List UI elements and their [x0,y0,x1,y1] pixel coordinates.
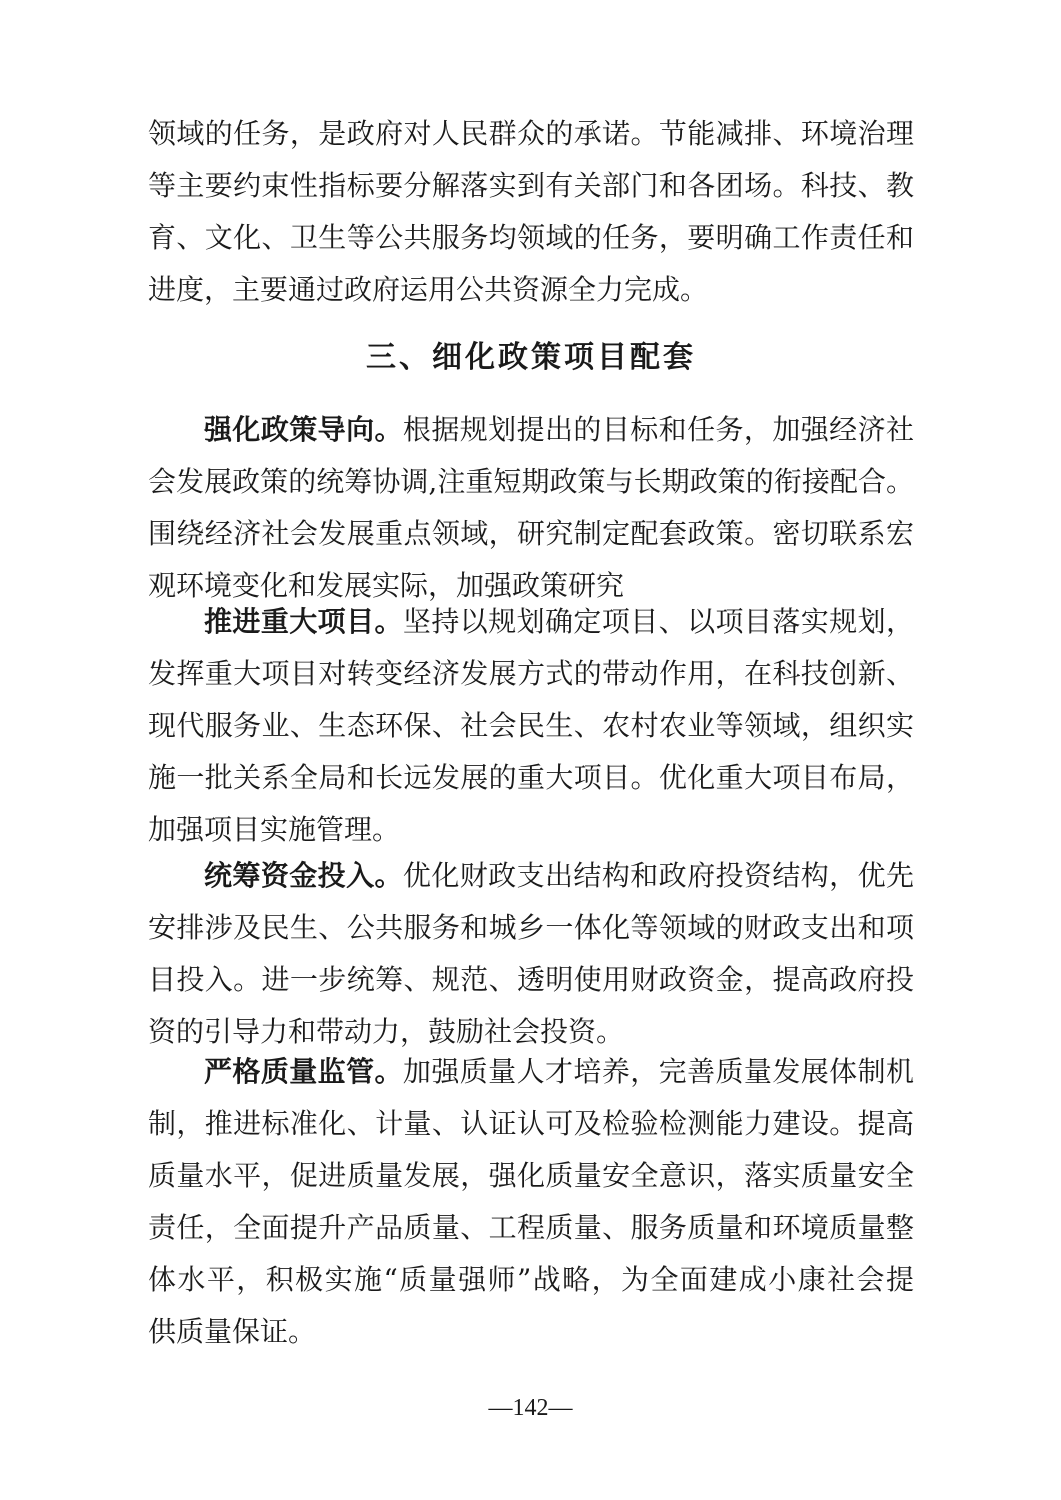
text-line: 安排涉及民生、公共服务和城乡一体化等领域的财政支出和项 [148,911,914,944]
text-line: 资的引导力和带动力，鼓励社会投资。 [148,1015,625,1048]
text-line: 围绕经济社会发展重点领域，研究制定配套政策。密切联系宏 [148,517,914,550]
text-line: 发挥重大项目对转变经济发展方式的带动作用，在科技创新、 [148,657,914,690]
text-line: 观环境变化和发展实际，加强政策研究 [148,569,625,602]
paragraph-text: 加强质量人才培养，完善质量发展体制机 [402,1055,914,1088]
text-line: 育、文化、卫生等公共服务均领域的任务，要明确工作责任和 [148,221,914,254]
text-line: 领域的任务，是政府对人民群众的承诺。节能减排、环境治理 [148,117,914,150]
text-line [148,596,914,648]
text-line [148,1046,914,1098]
text-line: 责任，全面提升产品质量、工程质量、服务质量和环境质量整 [148,1211,914,1244]
text-line: 目投入。进一步统筹、规范、透明使用财政资金，提高政府投 [148,963,914,996]
paragraph-text: 优化财政支出结构和政府投资结构，优先 [402,859,914,892]
text-line: 制，推进标准化、计量、认证认可及检验检测能力建设。提高 [148,1107,914,1140]
paragraph-funding [148,850,914,1058]
paragraph-policy-guidance [148,404,914,612]
paragraph-text: 坚持以规划确定项目、以项目落实规划， [402,605,914,638]
text-line [148,850,914,902]
page-number: —142— [488,1395,573,1421]
text-line: 体水平，积极实施“质量强师”战略，为全面建成小康社会提 [148,1263,914,1296]
paragraph-lead: 推进重大项目。 [204,605,403,638]
text-line: 加强项目实施管理。 [148,813,401,846]
text-line [148,404,914,456]
text-line: 等主要约束性指标要分解落实到有关部门和各团场。科技、教 [148,169,914,202]
text-line: 供质量保证。 [148,1315,317,1348]
paragraph-lead: 严格质量监管。 [204,1055,403,1088]
text-line: 会发展政策的统筹协调,注重短期政策与长期政策的衔接配合。 [148,465,914,498]
paragraph-text: 根据规划提出的目标和任务，加强经济社 [402,413,914,446]
section-heading: 三、细化政策项目配套 [366,340,696,375]
paragraph-lead: 强化政策导向。 [204,413,403,446]
paragraph-major-projects [148,596,914,856]
text-line: 进度，主要通过政府运用公共资源全力完成。 [148,273,709,306]
text-line: 施一批关系全局和长远发展的重大项目。优化重大项目布局， [148,761,914,794]
text-line: 质量水平，促进质量发展，强化质量安全意识，落实质量安全 [148,1159,914,1192]
paragraph-quality [148,1046,914,1358]
paragraph-lead: 统筹资金投入。 [204,859,403,892]
intro-paragraph [148,108,914,316]
text-line: 现代服务业、生态环保、社会民生、农村农业等领域，组织实 [148,709,914,742]
